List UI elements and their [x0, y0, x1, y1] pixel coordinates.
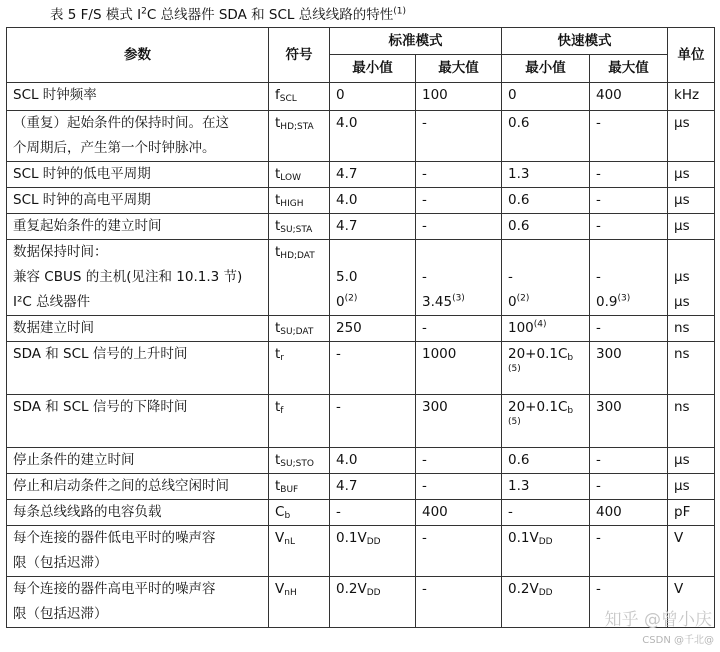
symbol-base: t [275, 320, 281, 336]
value-fast-min [502, 577, 590, 628]
value-line: 4.0 [336, 452, 358, 468]
param-cell [7, 577, 269, 628]
header-fast: 快速模式 [502, 28, 668, 55]
header-standard-max: 最大值 [416, 55, 502, 83]
unit-line: ns [674, 346, 690, 362]
symbol-cell [269, 83, 330, 111]
symbol-base: t [275, 166, 281, 182]
value-standard-max [416, 214, 502, 240]
param-line: （重复）起始条件的保持时间。在这 [13, 115, 229, 131]
value-standard-min [330, 316, 416, 342]
unit-cell [668, 316, 715, 342]
value-line: $0.2V_{DD}$ [508, 581, 553, 598]
value-line: 100$^{(4)}$ [508, 319, 547, 336]
param-cell [7, 162, 269, 188]
value-line: - [422, 269, 427, 285]
value-line: 0 [336, 87, 345, 103]
value-line: 0.6 [508, 192, 530, 208]
param-cell [7, 240, 269, 316]
value-line: - [422, 478, 427, 494]
param-line: SDA 和 SCL 信号的上升时间 [13, 346, 188, 362]
param-cell [7, 342, 269, 395]
unit-cell [668, 240, 715, 316]
param-cell [7, 316, 269, 342]
symbol-base: C [275, 504, 285, 520]
table-row [7, 111, 715, 162]
value-standard-max [416, 395, 502, 448]
value-standard-max [416, 162, 502, 188]
header-standard: 标准模式 [330, 28, 502, 55]
caption-note: (1) [393, 6, 406, 17]
value-line: 0.6 [508, 115, 530, 131]
value-line: - [596, 581, 601, 597]
param-line: 个周期后，产生第一个时钟脉冲。 [13, 140, 216, 156]
unit-cell [668, 342, 715, 395]
symbol-base: t [275, 192, 281, 208]
value-fast-max [590, 500, 668, 526]
param-line: I²C 总线器件 [13, 294, 91, 310]
value-standard-max [416, 500, 502, 526]
value-standard-max [416, 188, 502, 214]
value-standard-max [416, 342, 502, 395]
value-standard-min [330, 83, 416, 111]
param-line: 每个连接的器件高电平时的噪声容 [13, 581, 216, 597]
symbol-cell [269, 474, 330, 500]
value-standard-min [330, 500, 416, 526]
value-line: 0$^{(2)}$ [508, 293, 530, 310]
symbol-subscript: f [280, 406, 284, 416]
value-line: - [508, 504, 513, 520]
value-fast-min: $20+0.1C_b$ (5) [502, 342, 590, 395]
param-line: 每个连接的器件低电平时的噪声容 [13, 530, 216, 546]
unit-line: kHz [674, 87, 700, 103]
symbol-cell [269, 342, 330, 395]
unit-line: pF [674, 504, 691, 520]
value-standard-min [330, 577, 416, 628]
value-standard-max [416, 316, 502, 342]
value-standard-min [330, 111, 416, 162]
value-line: - [596, 166, 601, 182]
value-line: - [422, 452, 427, 468]
header-fast-max: 最大值 [590, 55, 668, 83]
value-line: 400 [596, 87, 622, 103]
symbol-cell [269, 188, 330, 214]
value-line: - [422, 218, 427, 234]
value-line: - [596, 452, 601, 468]
table-row [7, 316, 715, 342]
value-standard-min [330, 395, 416, 448]
unit-line: μs [674, 218, 690, 234]
value-line: $0.2V_{DD}$ [336, 581, 381, 598]
param-line: 限（包括迟滞） [13, 606, 108, 622]
value-standard-min [330, 188, 416, 214]
param-cell [7, 214, 269, 240]
value-line [596, 240, 661, 265]
symbol-base: t [275, 478, 281, 494]
symbol-base: t [275, 452, 281, 468]
unit-cell [668, 111, 715, 162]
value-line: 300 [596, 399, 622, 415]
param-line: 数据建立时间 [13, 320, 94, 336]
value-line: - [596, 218, 601, 234]
table-row [7, 240, 715, 316]
symbol-cell [269, 448, 330, 474]
param-line: 限（包括迟滞） [13, 555, 108, 571]
watermark-sub: CSDN @千北@ [642, 635, 714, 646]
param-line: SDA 和 SCL 信号的下降时间 [13, 399, 188, 415]
value-line: 300 [422, 399, 448, 415]
value-line: 4.7 [336, 218, 358, 234]
symbol-subscript: HD;STA [280, 122, 314, 132]
unit-line: μs [674, 478, 690, 494]
value-line: 5.0 [336, 269, 358, 285]
value-line: - [596, 530, 601, 546]
value-line: $20+0.1C_b$ [508, 346, 574, 363]
value-standard-max [416, 240, 502, 316]
caption-suffix: C 总线器件 SDA 和 SCL 总线线路的特性 [146, 7, 394, 23]
value-line: 4.0 [336, 192, 358, 208]
param-cell [7, 474, 269, 500]
value-fast-max [590, 111, 668, 162]
value-fast-min [502, 526, 590, 577]
value-fast-max [590, 240, 668, 316]
param-line: SCL 时钟的高电平周期 [13, 192, 151, 208]
value-line: 1.3 [508, 478, 530, 494]
symbol-subscript: HD;DAT [280, 251, 315, 261]
value-line: - [422, 166, 427, 182]
value-line: - [596, 478, 601, 494]
value-line: - [336, 399, 341, 415]
symbol-cell [269, 162, 330, 188]
value-line: 4.7 [336, 478, 358, 494]
watermark: 知乎 @曾小庆 [604, 610, 712, 630]
param-cell [7, 395, 269, 448]
value-fast-min [502, 188, 590, 214]
value-line: $0.1V_{DD}$ [508, 530, 553, 547]
value-fast-min [502, 83, 590, 111]
value-line: - [596, 269, 601, 285]
header-param: 参数 [7, 28, 269, 83]
value-line: 400 [596, 504, 622, 520]
table-row [7, 474, 715, 500]
symbol-subscript: HIGH [280, 199, 304, 209]
symbol-cell [269, 214, 330, 240]
header-fast-min: 最小值 [502, 55, 590, 83]
unit-cell [668, 214, 715, 240]
value-standard-max [416, 474, 502, 500]
value-fast-max [590, 395, 668, 448]
symbol-cell [269, 395, 330, 448]
value-line [422, 240, 495, 265]
symbol-cell [269, 111, 330, 162]
param-line: SCL 时钟频率 [13, 87, 97, 103]
table-caption [50, 4, 406, 26]
param-line: 停止和启动条件之间的总线空闲时间 [13, 478, 229, 494]
value-line: 0 [508, 87, 517, 103]
header-row [7, 28, 715, 55]
unit-cell [668, 395, 715, 448]
value-line: 1.3 [508, 166, 530, 182]
symbol-cell [269, 577, 330, 628]
param-line: 重复起始条件的建立时间 [13, 218, 162, 234]
value-line: - [336, 504, 341, 520]
value-line: $0.1V_{DD}$ [336, 530, 381, 547]
param-cell [7, 83, 269, 111]
value-line: 0$^{(2)}$ [336, 293, 358, 310]
unit-line: μs [674, 192, 690, 208]
value-line: - [336, 346, 341, 362]
table-row [7, 395, 715, 448]
symbol-subscript: SCL [279, 94, 297, 104]
symbol-subscript: SU;DAT [280, 327, 314, 337]
param-cell [7, 188, 269, 214]
value-line: 4.7 [336, 166, 358, 182]
value-line: - [422, 530, 427, 546]
symbol-subscript: BUF [280, 485, 299, 495]
symbol-subscript: SU;STA [280, 225, 313, 235]
value-line: - [422, 581, 427, 597]
value-fast-min [502, 474, 590, 500]
header-standard-min: 最小值 [330, 55, 416, 83]
characteristics-table [6, 27, 715, 628]
unit-line: μs [674, 269, 690, 285]
table-row [7, 188, 715, 214]
symbol-cell [269, 500, 330, 526]
value-line: - [422, 192, 427, 208]
symbol-base: t [275, 115, 281, 131]
value-standard-min [330, 474, 416, 500]
symbol-cell [269, 316, 330, 342]
value-fast-min: $20+0.1C_b$ (5) [502, 395, 590, 448]
value-line: 0.6 [508, 218, 530, 234]
param-line: 每条总线线路的电容负载 [13, 504, 162, 520]
value-line: 3.45$^{(3)}$ [422, 293, 465, 310]
value-fast-max [590, 342, 668, 395]
value-line: - [508, 269, 513, 285]
symbol-subscript: nL [284, 537, 295, 547]
value-standard-max [416, 111, 502, 162]
param-line: 数据保持时间： [13, 244, 108, 260]
table-row [7, 448, 715, 474]
unit-cell [668, 162, 715, 188]
unit-line: V [674, 581, 684, 597]
param-line: SCL 时钟的低电平周期 [13, 166, 151, 182]
value-fast-max [590, 188, 668, 214]
unit-line: μs [674, 166, 690, 182]
symbol-subscript: LOW [280, 173, 301, 183]
value-line: 100 [422, 87, 448, 103]
param-line: 停止条件的建立时间 [13, 452, 135, 468]
value-fast-max [590, 162, 668, 188]
caption-sup: 2 [141, 6, 147, 17]
value-fast-min [502, 240, 590, 316]
symbol-subscript: nH [284, 588, 297, 598]
unit-line: μs [674, 452, 690, 468]
value-standard-max [416, 577, 502, 628]
table-row [7, 83, 715, 111]
param-cell [7, 111, 269, 162]
param-line: 兼容 CBUS 的主机(见注和 10.1.3 节) [13, 269, 243, 285]
value-line: $20+0.1C_b$ [508, 399, 574, 416]
value-fast-max [590, 83, 668, 111]
symbol-base: V [275, 581, 285, 597]
value-standard-min [330, 214, 416, 240]
value-standard-min [330, 342, 416, 395]
param-cell [7, 500, 269, 526]
caption-prefix: 表 5 F/S 模式 I [50, 7, 142, 23]
header-symbol: 符号 [269, 28, 330, 83]
value-line [508, 240, 583, 265]
symbol-base: f [275, 87, 280, 103]
value-fast-max [590, 448, 668, 474]
symbol-cell [269, 240, 330, 316]
table-row [7, 526, 715, 577]
param-cell [7, 526, 269, 577]
symbol-base: V [275, 530, 285, 546]
value-fast-min [502, 448, 590, 474]
unit-line: μs [674, 115, 690, 131]
unit-cell [668, 500, 715, 526]
unit-line [674, 240, 708, 265]
value-line [336, 240, 409, 265]
value-standard-max [416, 448, 502, 474]
value-standard-min [330, 448, 416, 474]
table-row [7, 500, 715, 526]
symbol-base: t [275, 218, 281, 234]
value-standard-min [330, 526, 416, 577]
value-line: - [596, 115, 601, 131]
unit-cell [668, 526, 715, 577]
symbol-subscript: SU;STO [280, 459, 314, 469]
value-standard-max [416, 83, 502, 111]
value-line: 0.9$^{(3)}$ [596, 293, 631, 310]
unit-cell [668, 83, 715, 111]
unit-line: V [674, 530, 684, 546]
value-line: 4.0 [336, 115, 358, 131]
value-line: 250 [336, 320, 362, 336]
value-fast-min [502, 111, 590, 162]
value-fast-max [590, 214, 668, 240]
symbol-base: t [275, 399, 281, 415]
value-line: 400 [422, 504, 448, 520]
value-line: 1000 [422, 346, 457, 362]
table-row [7, 214, 715, 240]
value-fast-max [590, 526, 668, 577]
table-row [7, 162, 715, 188]
table-row [7, 342, 715, 395]
value-line: - [422, 115, 427, 131]
value-standard-max [416, 526, 502, 577]
value-line: 0.6 [508, 452, 530, 468]
header-unit: 单位 [668, 28, 715, 83]
value-fast-min [502, 214, 590, 240]
value-line: - [596, 320, 601, 336]
value-fast-max [590, 474, 668, 500]
value-standard-min [330, 240, 416, 316]
value-fast-min [502, 316, 590, 342]
value-standard-min [330, 162, 416, 188]
value-fast-min [502, 500, 590, 526]
unit-line: μs [674, 294, 690, 310]
symbol-subscript: b [284, 511, 291, 521]
unit-cell [668, 188, 715, 214]
value-line: - [596, 192, 601, 208]
value-line: - [422, 320, 427, 336]
unit-line: ns [674, 320, 690, 336]
symbol-base: t [275, 244, 281, 260]
value-fast-max [590, 316, 668, 342]
value-fast-min [502, 162, 590, 188]
unit-cell [668, 448, 715, 474]
param-cell [7, 448, 269, 474]
value-line: 300 [596, 346, 622, 362]
symbol-base: t [275, 346, 281, 362]
symbol-subscript: r [280, 353, 284, 363]
unit-line: ns [674, 399, 690, 415]
unit-cell [668, 474, 715, 500]
symbol-cell [269, 526, 330, 577]
